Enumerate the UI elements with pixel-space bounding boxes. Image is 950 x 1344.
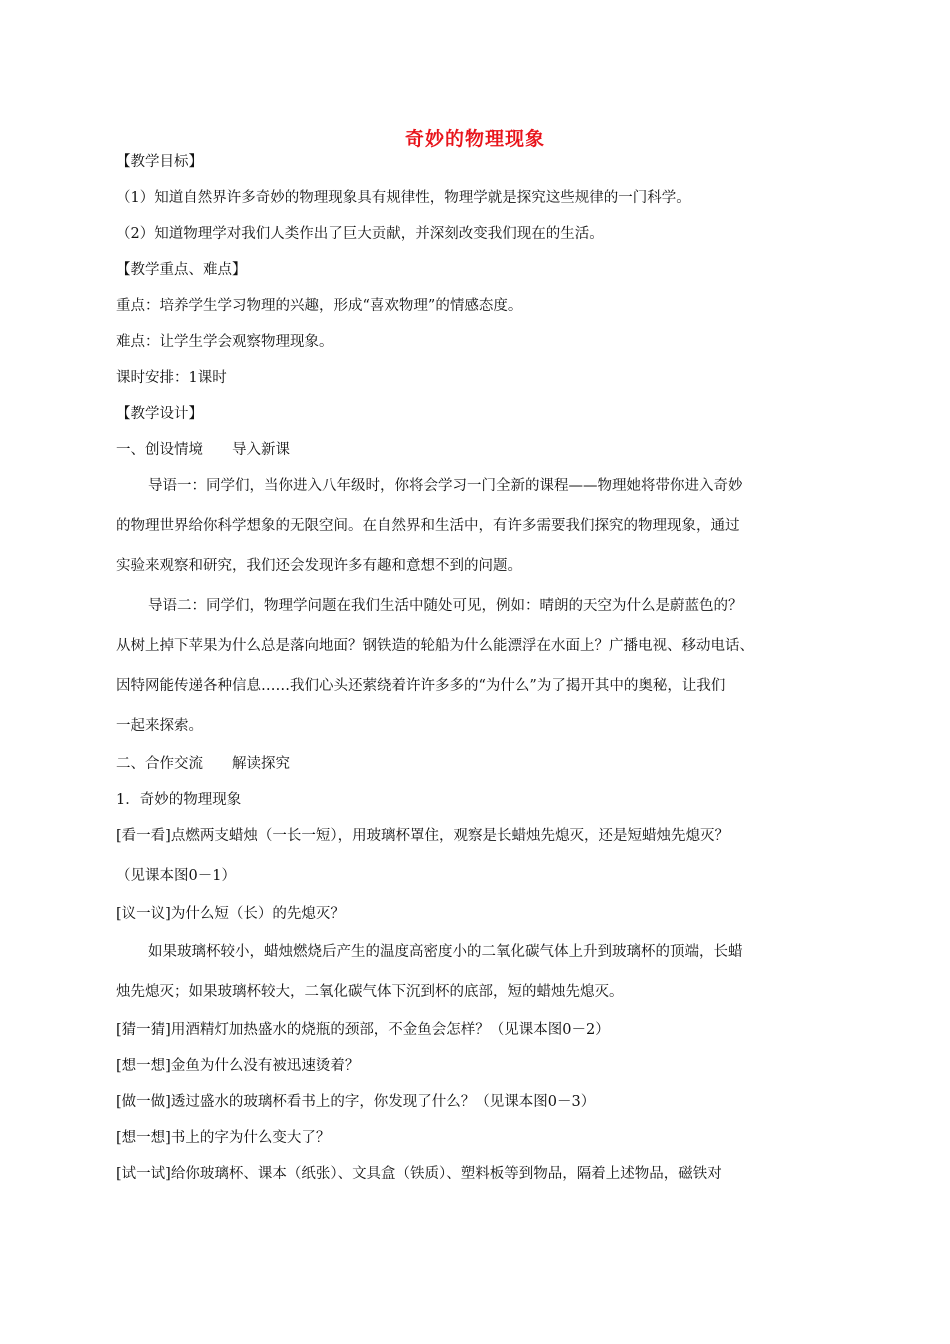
intro-2-line-1: 导语二：同学们，物理学问题在我们生活中随处可见，例如：晴朗的天空为什么是蔚蓝色的？ — [148, 598, 743, 614]
activity-think-1: [想一想]金鱼为什么没有被迅速烫着？ — [116, 1058, 360, 1074]
explanation-line-2: 烛先熄灭；如果玻璃杯较大，二氧化碳气体下沉到杯的底部，短的蜡烛先熄灭。 — [116, 984, 624, 1000]
part-2-heading: 二、合作交流 解读探究 — [116, 756, 290, 772]
objective-1: （1）知道自然界许多奇妙的物理现象具有规律性，物理学就是探究这些规律的一门科学。 — [116, 190, 691, 206]
intro-1-line-1: 导语一：同学们，当你进入八年级时，你将会学习一门全新的课程——物理她将带你进入奇妙 — [148, 478, 743, 494]
section-heading-objectives: 【教学目标】 — [116, 154, 203, 170]
activity-think-2: [想一想]书上的字为什么变大了？ — [116, 1130, 331, 1146]
key-point: 重点：培养学生学习物理的兴趣，形成“喜欢物理”的情感态度。 — [116, 298, 523, 314]
figure-ref-0-1: （见课本图0－1） — [116, 868, 236, 884]
part-1-heading: 一、创设情境 导入新课 — [116, 442, 290, 458]
activity-guess: [猜一猜]用酒精灯加热盛水的烧瓶的颈部，不金鱼会怎样？（见课本图0－2） — [116, 1022, 610, 1038]
intro-2-line-4: 一起来探索。 — [116, 718, 203, 734]
intro-2-line-2: 从树上掉下苹果为什么总是落向地面？钢铁造的轮船为什么能漂浮在水面上？广播电视、移动电话、 — [116, 638, 754, 654]
intro-2-line-3: 因特网能传递各种信息……我们心头还萦绕着许许多多的“为什么”为了揭开其中的奥秘，让我们 — [116, 678, 726, 694]
section-heading-key-points: 【教学重点、难点】 — [116, 262, 247, 278]
intro-1-line-3: 实验来观察和研究，我们还会发现许多有趣和意想不到的问题。 — [116, 558, 522, 574]
objective-2: （2）知道物理学对我们人类作出了巨大贡献，并深刻改变我们现在的生活。 — [116, 226, 604, 242]
activity-do: [做一做]透过盛水的玻璃杯看书上的字，你发现了什么？（见课本图0－3） — [116, 1094, 596, 1110]
difficult-point: 难点：让学生学会观察物理现象。 — [116, 334, 334, 350]
section-heading-design: 【教学设计】 — [116, 406, 203, 422]
intro-1-line-2: 的物理世界给你科学想象的无限空间。在自然界和生活中，有许多需要我们探究的物理现象，通过 — [116, 518, 740, 534]
subsection-1-heading: 1．奇妙的物理现象 — [116, 792, 242, 808]
activity-look: [看一看]点燃两支蜡烛（一长一短），用玻璃杯罩住，观察是长蜡烛先熄灭，还是短蜡烛先熄灭？ — [116, 828, 730, 844]
activity-discuss: [议一议]为什么短（长）的先熄灭？ — [116, 906, 345, 922]
document-title: 奇妙的物理现象 — [404, 128, 545, 150]
activity-try: [试一试]给你玻璃杯、课本（纸张）、文具盒（铁质）、塑料板等到物品，隔着上述物品，磁铁对 — [116, 1166, 722, 1182]
explanation-line-1: 如果玻璃杯较小，蜡烛燃烧后产生的温度高密度小的二氧化碳气体上升到玻璃杯的顶端，长蜡 — [148, 944, 743, 960]
schedule: 课时安排：1课时 — [116, 370, 227, 386]
